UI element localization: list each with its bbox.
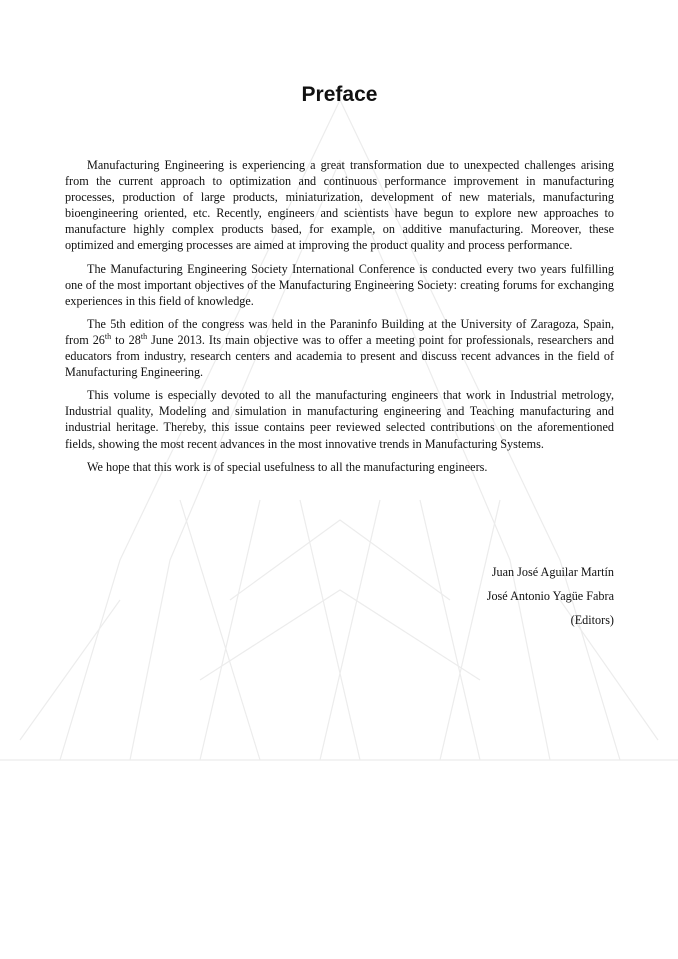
page-title: Preface [301, 83, 378, 106]
paragraph-4: This volume is especially devoted to all the manufacturing engineers that work in Industrial metrology, Industrial quality, Modeling and simulation in manufacturing engineering and Teaching manufacturing and industrial heritage. Thereby, this issue contains peer reviewed selected contributions on the aforementioned fields, showing the most recent advances in the most innovative trends in Manufacturing Systems. [65, 388, 614, 451]
paragraph-3-part-1: The 5th edition of the congress was held in the Paraninfo Building at the University of Zaragoza, Spain, from 26 [65, 316, 614, 347]
paragraph-2: The Manufacturing Engineering Society International Conference is conducted every two years fulfilling one of the most important objectives of the Manufacturing Engineering Society: creating forums for exchanging experiences in this field of knowledge. [65, 261, 614, 308]
editors-signature [487, 560, 614, 632]
paragraph-5: We hope that this work is of special usefulness to all the manufacturing engineers. [87, 459, 488, 474]
preface-body [65, 157, 614, 482]
editors-role: (Editors) [570, 613, 614, 627]
paragraph-3 [65, 316, 614, 380]
paragraph-1: Manufacturing Engineering is experiencing a great transformation due to unexpected challenges arising from the current approach to optimization and continuous performance improvement in manufacturing processes, production of large products, miniaturization, development of new materials, manufacturing bioengineering oriented, etc. Recently, engineers and scientists have begun to explore new approaches to manufacture highly complex products based, for example, on additive manufacturing. Moreover, these optimized and emerging processes are aimed at improving the product quality and process performance. [65, 158, 614, 253]
paragraph-3-part-3: June 2013. Its main objective was to offer a meeting point for professionals, researchers and educators from industry, research centers and academia to present and discuss recent advances in the field of Manufacturing Engineering. [65, 332, 614, 380]
paragraph-3-part-2: to 28 [111, 332, 141, 347]
editor-name-1: Juan José Aguilar Martín [491, 565, 614, 579]
superscript-th-2: th [140, 331, 148, 341]
superscript-th-1: th [104, 331, 112, 341]
editor-name-2: José Antonio Yagüe Fabra [486, 589, 614, 603]
